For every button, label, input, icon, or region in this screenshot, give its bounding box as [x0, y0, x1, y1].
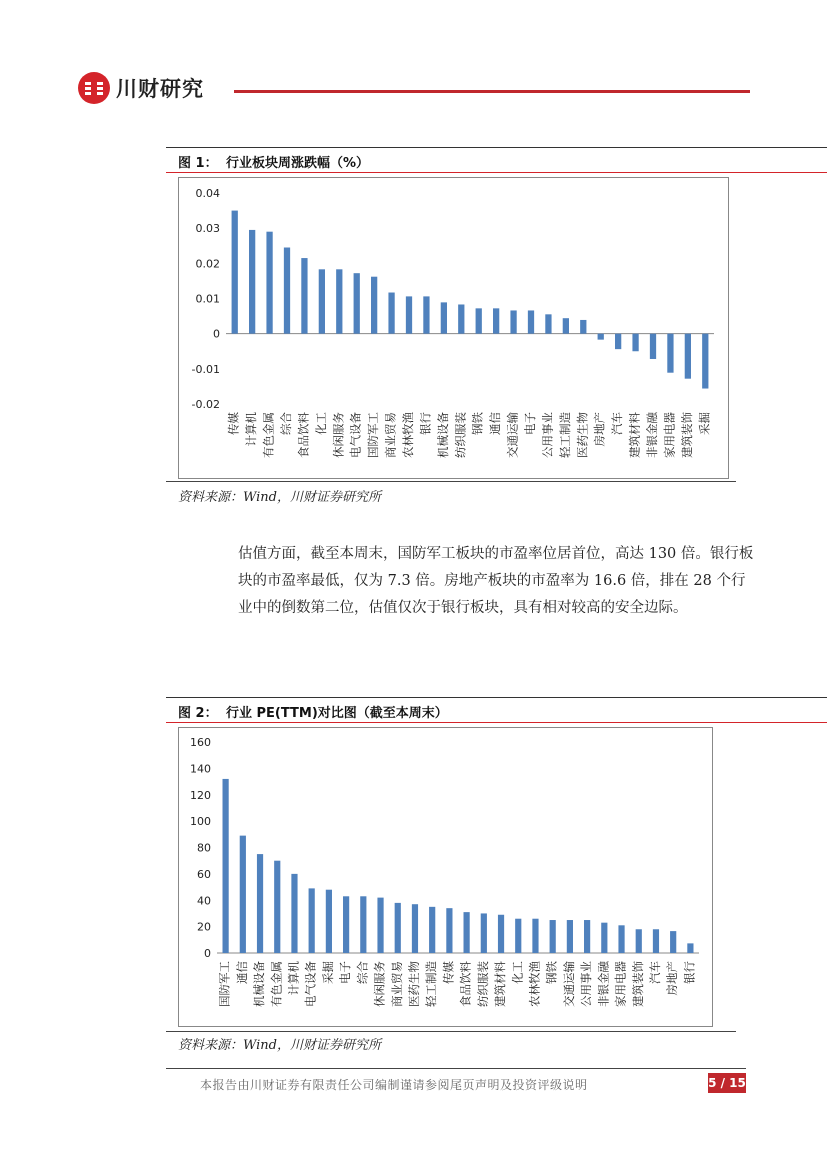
figure2-ytick-label: 60 — [197, 867, 211, 881]
figure2-bar — [532, 919, 538, 953]
figure1-ytick-label: -0.01 — [191, 362, 220, 376]
figure2-category-label: 建筑材料 — [493, 961, 508, 1007]
figure1-bar — [406, 296, 412, 333]
figure2-ytick-label: 120 — [190, 788, 211, 802]
figure1-bar — [510, 310, 516, 333]
figure2-category-label: 传媒 — [441, 961, 456, 984]
figure2-bar — [653, 929, 659, 953]
figure1-ytick-label: 0.01 — [195, 292, 220, 306]
figure1-ytick-label: 0 — [213, 327, 220, 341]
figure2-category-label: 计算机 — [286, 961, 301, 996]
figure2-category-label: 机械设备 — [252, 961, 267, 1007]
figure2-ytick-label: 140 — [190, 762, 211, 776]
figure2-bar — [515, 919, 521, 953]
figure1-category-label: 银行 — [418, 412, 433, 435]
figure1-bar — [319, 269, 325, 333]
figure2-ytick-label: 100 — [190, 815, 211, 829]
figure1-title-bar — [166, 147, 827, 173]
figure2-bar — [395, 903, 401, 953]
figure2-bar — [550, 920, 556, 953]
figure2-ytick-label: 80 — [197, 841, 211, 855]
figure2-source: 资料来源：Wind，川财证券研究所 — [178, 1038, 381, 1053]
figure2-bar — [446, 908, 452, 953]
figure1-bar — [354, 273, 360, 333]
figure2-bar — [257, 854, 263, 953]
figure2-category-label: 通信 — [234, 961, 249, 984]
figure2-bar — [377, 898, 383, 953]
figure1-bar — [388, 293, 394, 334]
figure2-bar — [481, 913, 487, 953]
figure1-chart-frame — [178, 177, 729, 479]
figure2-bar — [223, 779, 229, 953]
footer-disclaimer: 本报告由川财证券有限责任公司编制谨请参阅尾页声明及投资评级说明 — [200, 1078, 588, 1092]
figure1-bar — [249, 230, 255, 334]
figure2-category-label: 化工 — [510, 961, 525, 984]
figure1-bar — [423, 296, 429, 333]
figure1-bar — [301, 258, 307, 334]
figure1-chart — [179, 178, 728, 478]
figure1-label: 图 1： — [178, 156, 218, 171]
figure2-category-label: 采掘 — [320, 961, 335, 984]
figure1-category-label: 化工 — [313, 412, 328, 435]
figure1-bottom-rule — [166, 481, 736, 482]
figure2-category-label: 休闲服务 — [372, 961, 387, 1007]
figure2-bar — [326, 890, 332, 953]
figure1-bar — [232, 211, 238, 334]
figure2-category-label: 医药生物 — [406, 961, 421, 1007]
figure2-category-label: 房地产 — [665, 961, 680, 996]
figure1-category-label: 轻工制造 — [557, 412, 572, 458]
body-paragraph: 估值方面，截至本周末，国防军工板块的市盈率位居首位，高达 130 倍。银行板块的市盈率最低，仅为 7.3 倍。房地产板块的市盈率为 16.6 倍，排在 28 个行业中的倒数第二位，估值仅次于银行板块，具有相对较高的安全边际。 — [238, 546, 754, 616]
figure1-ytick-label: -0.02 — [191, 398, 220, 411]
figure1-category-label: 房地产 — [592, 412, 607, 447]
figure2-category-label: 有色金属 — [269, 961, 284, 1007]
figure2-category-label: 农林牧渔 — [527, 961, 542, 1007]
figure2-bar — [584, 920, 590, 953]
figure2-category-label: 轻工制造 — [424, 961, 439, 1007]
figure2-category-label: 非银金融 — [596, 961, 611, 1007]
figure2-bar — [274, 861, 280, 953]
figure1-category-label: 国防军工 — [366, 412, 381, 458]
figure2-bar — [687, 943, 693, 953]
figure1-bar — [615, 334, 621, 349]
figure1-category-label: 传媒 — [226, 412, 241, 435]
figure2-label: 图 2： — [178, 706, 218, 721]
figure2-category-label: 交通运输 — [561, 961, 576, 1007]
figure2-ytick-label: 0 — [204, 947, 211, 960]
figure1-bar — [650, 334, 656, 359]
figure2-bar — [240, 836, 246, 953]
figure1-category-label: 综合 — [279, 412, 293, 435]
figure1-bar — [563, 318, 569, 333]
figure2-bar — [291, 874, 297, 953]
figure2-category-label: 综合 — [355, 961, 370, 984]
figure2-category-label: 电气设备 — [303, 961, 318, 1007]
figure2-ytick-label: 40 — [197, 894, 211, 908]
figure1-category-label: 建筑装饰 — [679, 412, 694, 458]
figure2-bar — [360, 896, 366, 953]
figure1-category-label: 电气设备 — [348, 412, 363, 458]
figure1-category-label: 机械设备 — [435, 412, 450, 458]
figure1-category-label: 公用事业 — [540, 412, 555, 458]
figure2-bar — [636, 929, 642, 953]
figure1-ytick-label: 0.03 — [195, 222, 220, 236]
figure1-category-label: 通信 — [488, 412, 503, 435]
logo-icon — [78, 72, 110, 104]
figure1-category-label: 休闲服务 — [331, 412, 346, 458]
figure2-category-label: 公用事业 — [579, 961, 594, 1007]
figure1-category-label: 汽车 — [610, 412, 625, 435]
figure2-bar — [601, 923, 607, 953]
figure2-category-label: 电子 — [338, 961, 353, 984]
figure1-bar — [371, 277, 377, 334]
figure2-bar — [309, 888, 315, 953]
figure1-ytick-label: 0.02 — [195, 257, 220, 271]
figure2-bar — [567, 920, 573, 953]
figure1-category-label: 农林牧渔 — [401, 412, 415, 458]
figure2-category-label: 银行 — [682, 961, 697, 984]
figure1-ytick-label: 0.04 — [195, 187, 220, 200]
figure1-bar — [685, 334, 691, 379]
figure1-category-label: 非银金融 — [645, 412, 659, 458]
figure1-bar — [702, 334, 708, 389]
figure1-bar — [545, 314, 551, 333]
figure1-bar — [493, 308, 499, 333]
figure2-category-label: 商业贸易 — [389, 961, 404, 1007]
figure1-category-label: 家用电器 — [662, 412, 677, 458]
figure1-category-label: 交通运输 — [505, 412, 520, 458]
figure2-category-label: 纺织服装 — [475, 961, 490, 1007]
footer-rule — [166, 1068, 746, 1069]
figure2-bar — [498, 915, 504, 953]
figure1-category-label: 医药生物 — [575, 412, 590, 458]
figure2-chart-frame — [178, 727, 713, 1027]
figure2-bar — [618, 925, 624, 953]
figure1-category-label: 采掘 — [697, 412, 712, 435]
figure1-category-label: 纺织服装 — [453, 412, 468, 458]
figure1-category-label: 计算机 — [244, 412, 259, 447]
figure1-bar — [284, 248, 290, 334]
figure2-title-bar — [166, 697, 827, 723]
figure1-category-label: 钢铁 — [470, 412, 485, 435]
page-number: 5 / 15 — [708, 1073, 746, 1093]
figure2-category-label: 家用电器 — [613, 961, 628, 1007]
figure2-category-label: 钢铁 — [544, 961, 559, 984]
figure1-bar — [336, 269, 342, 333]
figure1-category-label: 食品饮料 — [296, 412, 311, 458]
brand-logo — [78, 72, 204, 104]
figure2-category-label: 建筑装饰 — [630, 961, 645, 1007]
figure1-bar — [458, 304, 464, 333]
figure2-bar — [343, 896, 349, 953]
figure1-bar — [580, 320, 586, 334]
figure1-bar — [598, 334, 604, 340]
figure1-category-label: 有色金属 — [261, 412, 276, 458]
header-rule — [234, 90, 750, 93]
figure2-chart — [179, 728, 712, 1026]
figure2-title: 行业 PE(TTM)对比图（截至本周末） — [226, 706, 448, 721]
figure1-category-label: 电子 — [523, 412, 537, 435]
figure2-bottom-rule — [166, 1031, 736, 1032]
figure2-bar — [670, 931, 676, 953]
figure1-category-label: 建筑材料 — [627, 412, 642, 458]
figure1-bar — [441, 302, 447, 333]
figure1-bar — [667, 334, 673, 373]
figure1-source: 资料来源：Wind，川财证券研究所 — [178, 490, 381, 505]
figure1-bar — [632, 334, 638, 352]
figure2-category-label: 食品饮料 — [458, 961, 473, 1007]
figure2-category-label: 汽车 — [647, 961, 662, 984]
brand-name: 川财研究 — [116, 77, 204, 101]
figure1-title: 行业板块周涨跌幅（%） — [226, 156, 370, 171]
figure2-ytick-label: 160 — [190, 736, 211, 749]
figure2-category-label: 国防军工 — [217, 961, 232, 1007]
figure1-bar — [476, 308, 482, 333]
figure1-category-label: 商业贸易 — [383, 412, 398, 458]
figure1-bar — [266, 232, 272, 334]
figure2-bar — [464, 912, 470, 953]
figure2-bar — [429, 907, 435, 953]
figure1-bar — [528, 310, 534, 333]
figure2-bar — [412, 904, 418, 953]
figure2-ytick-label: 20 — [197, 920, 211, 934]
